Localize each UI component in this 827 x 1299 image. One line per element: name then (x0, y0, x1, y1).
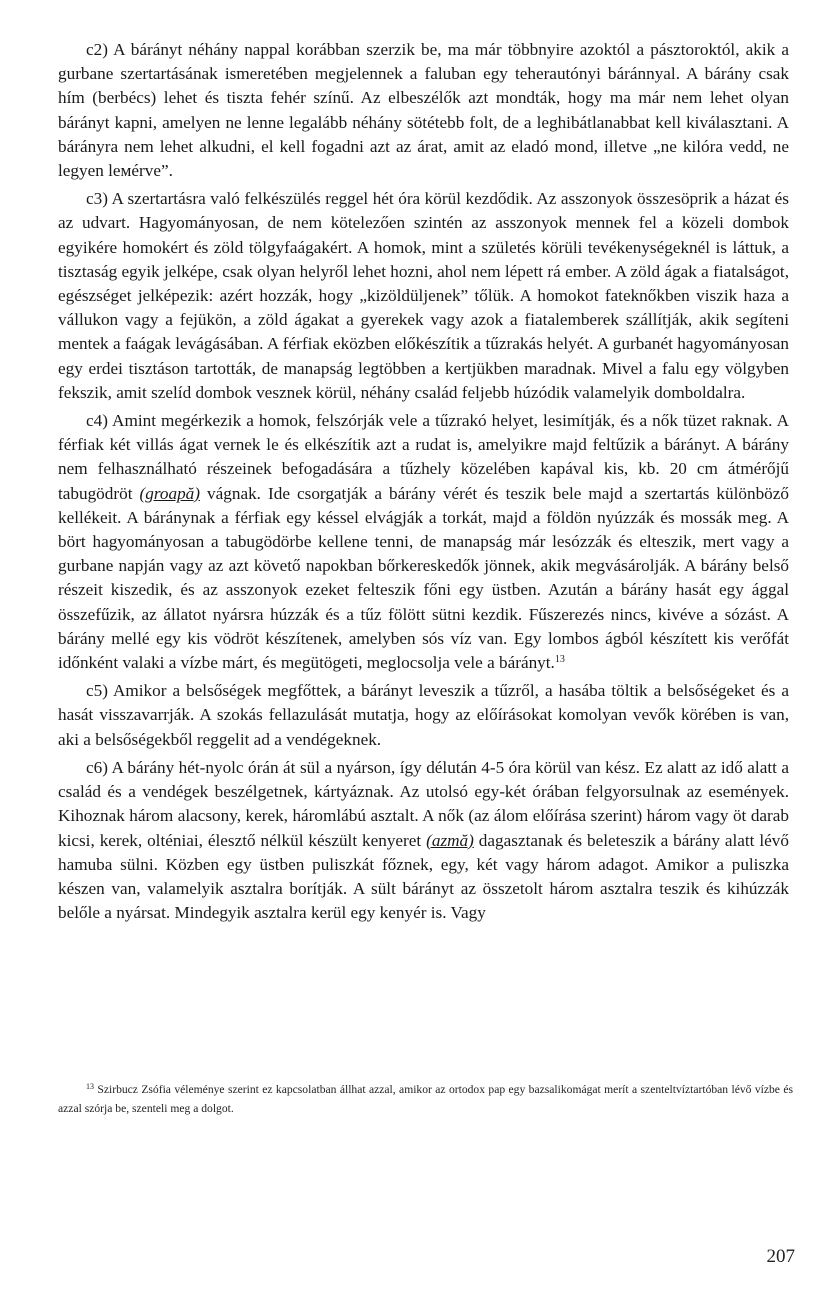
paragraph-c5: c5) Amikor a belsőségek megfőttek, a bárányt leveszik a tűzről, a hasába töltik a belsőségeket és a hasát visszavarrják. A szokás fellazulását mutatja, hogy az előírásokat komolyan vevők körében is van, aki a belsőségekből reggelit ad a vendégeknek. (58, 681, 789, 749)
term-groapa: (groapă) (139, 483, 200, 503)
footnote-text: Szirbucz Zsófia véleménye szerint ez kapcsolatban állhat azzal, amikor az ortodox pap egy bazsalikomágat merít a szenteltvíztartóban lévő vízbe és azzal szórja be, szenteli meg a dolgot. (58, 1083, 793, 1115)
page-number: 207 (766, 1246, 795, 1267)
paragraph-c3: c3) A szertartásra való felkészülés reggel hét óra körül kezdődik. Az asszonyok összesöprik a házat és az udvart. Hagyományosan, de nem kötelezően szintén az asszonyok mennek fel a közeli dombok egyikére homokért és zöld tölgyfaágakért. A homok, mint a születés körüli tevékenységeknél is láttuk, a tisztaság egyik jelképe, csak olyan helyről lehet hozni, ahol nem lépett rá ember. A zöld ágak a fiatalságot, egészséget jelképezik: azért hozzák, hogy „kizöldüljenek” tőlük. A homokot fateknőkben viszik haza a vállukon vagy a fejükön, a zöld ágakat a gyerekek vagy azok a fiatalemberek szállítják, akik segíteni mentek a faágak levágásában. A férfiak eközben előkészítik a tűzrakás helyét. A gurbanét hagyományosan egy erdei tisztáson tartották, de manapság legtöbben a kertjükben maradnak. Mivel a falu egy völgyben fekszik, amit szelíd dombok vesznek körül, néhány család feljebb húzódik valamelyik domboldalra. (58, 189, 789, 402)
footnote-reference[interactable]: 13 (554, 654, 565, 666)
footnote (58, 1080, 793, 1118)
body-text (58, 38, 789, 927)
paragraph-c2: c2) A bárányt néhány nappal korábban szerzik be, ma már többnyire azoktól a pásztoroktól, akik a gurbane szertartásának ismeretében megjelennek a faluban egy teherautónyi báránnyal. A bárány csak hím (berbécs) lehet és tiszta fehér színű. Az elbeszélők azt mondták, hogy ma már nem lehet olyan bárányt kapni, amelyen ne lenne legalább néhány sötétebb folt, de a leghibátlanabbat kell kiválasztani. A bárányra nem lehet alkudni, el kell fogadni azt az árat, amit az eladó mond, illetve „ne kilóra vedd, ne legyen leмérve”. (58, 40, 789, 181)
paragraph-c4-text-2: vágnak. Ide csorgatják a bárány vérét és teszik bele majd a szertartás különböző kellékeit. A báránynak a férfiak egy késsel elvágják a torkát, majd a földön nyúzzák és mossák meg. A bört hagyományosan a tabugödörbe kellene tenni, de manapság már lesózzák és elteszik, mert vagy a gurbane napján vagy az azt követő napokban bőrkereskedők jönnek, akik megvásárolják. A bárány belső részeit kiszedik, és az asszonyok ezeket felteszik főni egy üstben. Azután a bárány hasát egy ággal összefűzik, az állatot nyársra húzzák és a tűz fölött sütni kezdik. Fűszerezés nincs, kivéve a sózást. A bárány mellé egy kis vödröt készítenek, amelyben sós víz van. Egy lombos ágból készített kis verőfát időnként valaki a vízbe márt, és megütögeti, meglocsolja vele a bárányt. (58, 483, 789, 673)
paragraph-c6 (58, 756, 789, 925)
paragraph-c4 (58, 409, 789, 675)
paragraph-c6-text-2: dagasztanak és beleteszik a bárány alatt lévő hamuba sülni. Közben egy üstben puliszkát főznek, egy, két vagy három adagot. Amikor a puliszka készen van, valamelyik asztalra borítják. A sült bárányt az összetolt három asztalra teszik és kihúzzák belőle a nyársat. Mindegyik asztalra kerül egy kenyér is. Vagy (58, 830, 789, 923)
paragraph-c4-text-1: c4) Amint megérkezik a homok, felszórják vele a tűzrakó helyet, lesimítják, és a nők tüzet raknak. A férfiak két villás ágat vernek le és elkészítik azt a rudat is, amelyikre majd feltűzik a bárányt. A bárány nem felhasználható részeinek befogadására a tűzhely közelében kapával kis, kb. 20 cm átmérőjű tabugödröt (58, 411, 789, 503)
paragraph-c6-text-1: c6) A bárány hét-nyolc órán át sül a nyárson, így délután 4-5 óra körül van kész. Ez alatt az idő alatt a család és a vendégek beszélgetnek, kártyáznak. Az utolsó egy-két órában felgyorsulnak az események. Kihoznak három alacsony, kerek, háromlábú asztalt. A nők (az álom előírása szerint) három vagy öt darab kicsi, kerek, olténiai, élesztő nélkül készült kenyeret (58, 757, 789, 850)
footnote-number: 13 (86, 1082, 94, 1091)
term-azma: (azmă) (426, 830, 474, 850)
